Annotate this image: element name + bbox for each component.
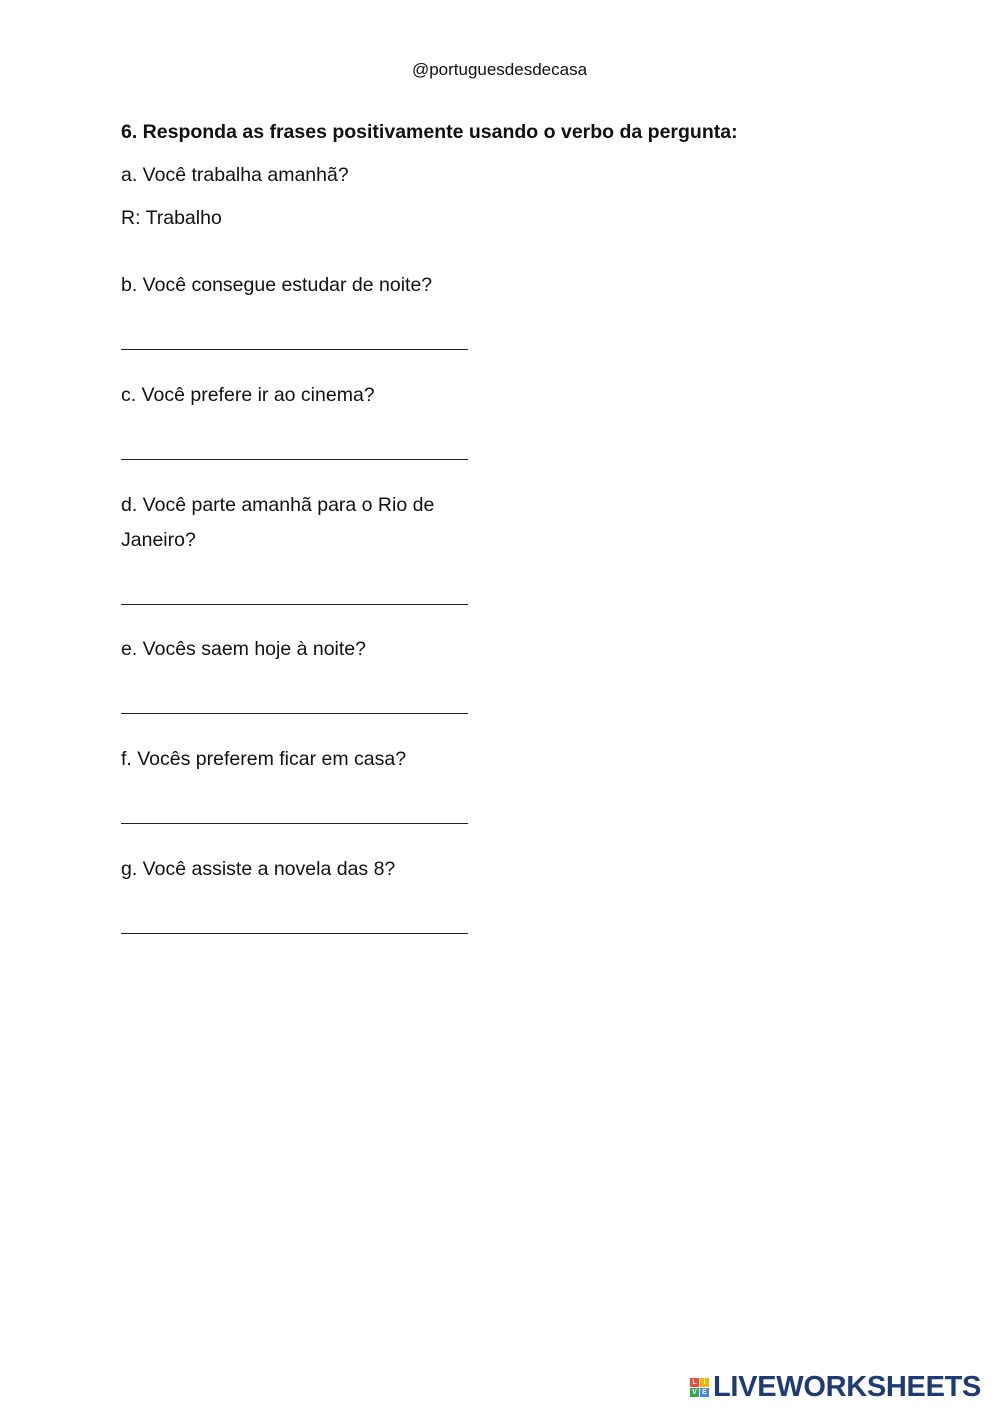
answer-line-d[interactable] (121, 604, 468, 605)
answer-line-g[interactable] (121, 933, 468, 934)
question-b: b. Você consegue estudar de noite? (121, 274, 433, 296)
liveworksheets-logo (690, 1371, 981, 1404)
logo-mark-cell: E (700, 1388, 709, 1397)
answer-line-c[interactable] (121, 459, 468, 460)
question-c: c. Você prefere ir ao cinema? (121, 384, 375, 406)
question-e: e. Vocês saem hoje à noite? (121, 638, 366, 660)
answer-a: R: Trabalho (121, 207, 222, 229)
answer-line-f[interactable] (121, 823, 468, 824)
page-header: @portuguesdesdecasa (411, 60, 588, 79)
question-a: a. Você trabalha amanhã? (121, 164, 349, 186)
question-g: g. Você assiste a novela das 8? (121, 858, 396, 880)
exercise-title: 6. Responda as frases positivamente usando o verbo da pergunta: (121, 121, 738, 143)
liveworksheets-logo-text: LIVEWORKSHEETS (713, 1371, 982, 1403)
question-d-line2: Janeiro? (121, 529, 196, 551)
liveworksheets-logo-icon (690, 1378, 709, 1397)
logo-mark-cell: I (700, 1378, 709, 1387)
logo-mark-cell: V (690, 1388, 699, 1397)
question-d-line1: d. Você parte amanhã para o Rio de (121, 494, 435, 516)
question-f: f. Vocês preferem ficar em casa? (121, 748, 407, 770)
answer-line-b[interactable] (121, 349, 468, 350)
answer-line-e[interactable] (121, 713, 468, 714)
logo-mark-cell: L (690, 1378, 699, 1387)
